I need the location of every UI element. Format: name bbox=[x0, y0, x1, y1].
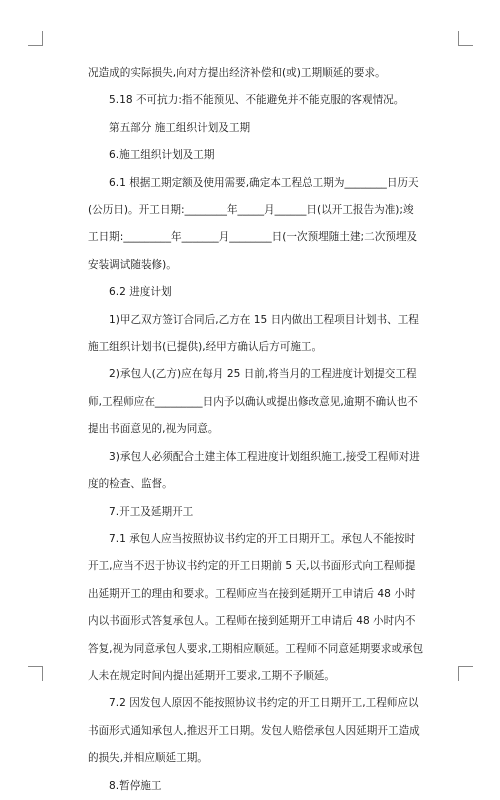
paragraph-heading-8: 8.暂停施工 bbox=[109, 779, 162, 792]
paragraph-6-2-1: 1)甲乙双方签订合同后,乙方在 15 日内做出工程项目计划书、工程施工组织计划书(已提供),经甲方确认后方可施工。 bbox=[88, 313, 419, 354]
crop-mark-top-right bbox=[458, 31, 473, 46]
paragraph-1: 况造成的实际损失,向对方提出经济补偿和(或)工期顺延的要求。 bbox=[88, 67, 386, 79]
crop-mark-top-left bbox=[28, 31, 43, 46]
document-body bbox=[88, 60, 424, 800]
paragraph-heading-6-2: 6.2 进度计划 bbox=[109, 286, 172, 299]
paragraph-heading-7: 7.开工及延期开工 bbox=[109, 505, 194, 518]
paragraph-7-2: 7.2 因发包人原因不能按照协议书约定的开工日期开工,工程师应以书面形式通知承包人,推迟开工日期。发包人赔偿承包人因延期开工造成的损失,并相应顺延工期。 bbox=[88, 697, 420, 765]
paragraph-7-1: 7.1 承包人应当按照协议书约定的开工日期开工。承包人不能按时开工,应当不迟于协议书约定的开工日期前 5 天,以书面形式向工程师提出延期开工的理由和要求。工程师应当在接到延期开工申请后 48 小时内以书面形式答复承包人。工程师在接到延期开工申请后 48 小时内不答复,视为同意承包人要求,工期相应顺延。工程师不同意延期要求或承包人未在规定时间内提出延期开工要求,工期不予顺延。 bbox=[88, 532, 424, 682]
paragraph-6-1: 6.1 根据工期定额及使用需要,确定本工程总工期为________日历天(公历日)。开工日期:________年_____月______日(以开工报告为准);竣工日期:_________年_______月________日(一次预埋随土建;二次预埋及安装调试随装修)。 bbox=[88, 176, 419, 271]
paragraph-6-2-3: 3)承包人必须配合土建主体工程进度计划组织施工,接受工程师对进度的检查、监督。 bbox=[88, 450, 420, 491]
crop-mark-bottom-right bbox=[458, 666, 473, 681]
crop-mark-bottom-left bbox=[28, 666, 43, 681]
paragraph-2: 5.18 不可抗力:指不能预见、不能避免并不能克服的客观情况。 bbox=[109, 94, 405, 107]
paragraph-heading-6: 6.施工组织计划及工期 bbox=[109, 149, 215, 162]
section-heading: 第五部分 施工组织计划及工期 bbox=[109, 121, 251, 134]
paragraph-6-2-2: 2)承包人(乙方)应在每月 25 日前,将当月的工程进度计划提交工程师,工程师应在_________日内予以确认或提出修改意见,逾期不确认也不提出书面意见的,视为同意。 bbox=[88, 368, 418, 436]
